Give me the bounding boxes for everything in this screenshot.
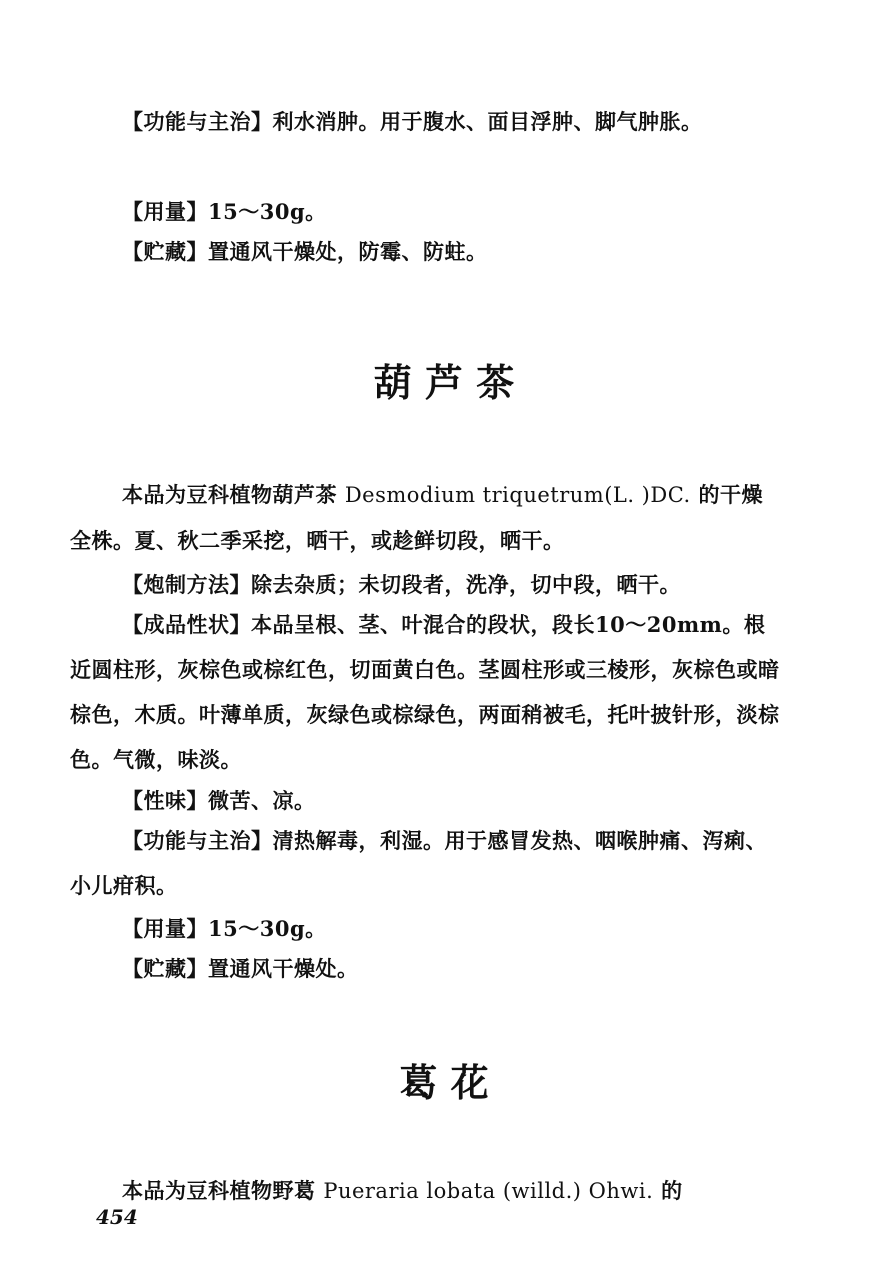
entry-title-gehua: 葛 花 [399,1060,489,1105]
section-tag: 【用量】 [122,916,208,941]
prev-function-paragraph [70,99,780,144]
section-text: 利水消肿。用于腹水、面目浮肿、脚气肿胀。 [272,109,703,134]
section-text: 本品呈根、茎、叶混合的段状，段长10～20mm。根近圆柱形，灰棕色或棕红色，切面黄白色。茎圆柱形或三棱形，灰棕色或暗棕色，木质。叶薄单质，灰绿色或棕绿色，两面稍被毛，托叶披针形，淡棕色。气微，味淡。 [70,612,780,772]
section-tag: 【炮制方法】 [122,572,251,597]
section-text: 微苦、凉。 [208,788,316,813]
processing-paragraph [70,562,780,607]
section-text: 置通风干燥处。 [208,956,359,981]
prev-dosage-paragraph [70,189,780,234]
characteristics-paragraph [70,602,780,782]
section-text: 15～30g。 [208,199,327,224]
section-text: 置通风干燥处，防霉、防蛀。 [208,239,488,264]
dosage-paragraph [70,906,780,951]
intro-text: 的干燥全株。夏、秋二季采挖，晒干，或趁鲜切段，晒干。 [70,482,764,553]
intro-text: 本品为豆科植物野葛 [122,1178,324,1203]
section-tag: 【功能与主治】 [122,828,273,853]
latin-name: Desmodium triquetrum(L. )DC. [344,483,691,507]
function-paragraph [70,818,780,908]
entry-title-hulucha: 葫 芦 茶 [373,360,515,405]
intro-paragraph [70,472,780,563]
page-number: 454 [96,1205,138,1229]
storage-paragraph [70,946,780,991]
intro-text: 本品为豆科植物葫芦茶 [122,482,345,507]
taste-paragraph [70,778,780,823]
section-tag: 【功能与主治】 [122,109,273,134]
section-text: 清热解毒，利湿。用于感冒发热、咽喉肿痛、泻痢、小儿疳积。 [70,828,767,898]
section-text: 除去杂质；未切段者，洗净，切中段，晒干。 [251,572,681,597]
intro-paragraph-gehua [70,1168,780,1214]
section-tag: 【性味】 [122,788,208,813]
section-text: 15～30g。 [208,916,327,941]
intro-text: 的 [653,1178,683,1203]
section-tag: 【用量】 [122,199,208,224]
section-tag: 【贮藏】 [122,956,208,981]
section-tag: 【贮藏】 [122,239,208,264]
prev-storage-paragraph [70,229,780,274]
latin-name: Pueraria lobata (willd.) Ohwi. [323,1179,654,1203]
section-tag: 【成品性状】 [122,612,251,637]
